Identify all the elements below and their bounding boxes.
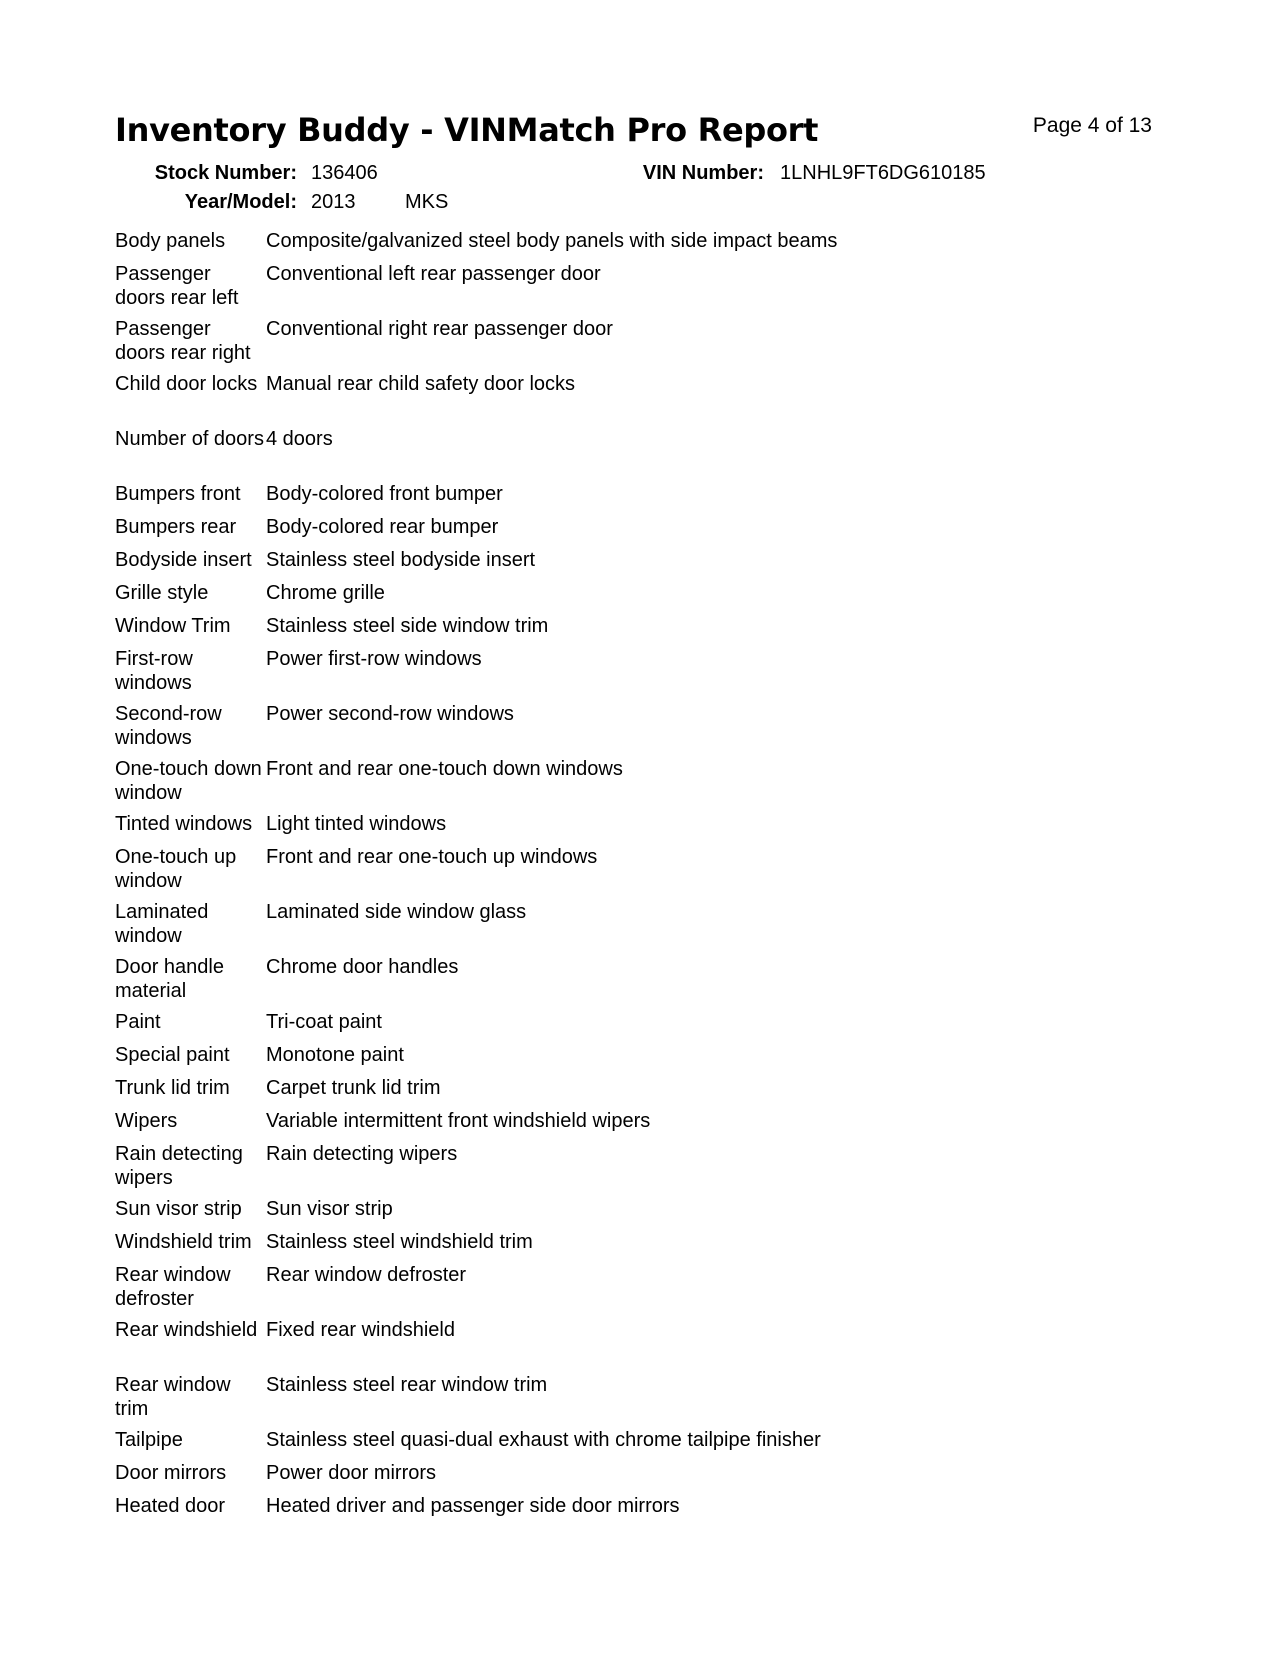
vin-number-label: VIN Number: <box>642 162 764 184</box>
spec-value: Tri-coat paint <box>266 1011 382 1033</box>
spec-value: Stainless steel quasi-dual exhaust with chrome tailpipe finisher <box>266 1429 821 1451</box>
spec-key: Wipers <box>115 1110 178 1132</box>
spec-value: Front and rear one-touch up windows <box>266 846 598 868</box>
spec-value: Body-colored rear bumper <box>266 516 499 538</box>
spec-key: Window Trim <box>115 615 231 637</box>
spec-row <box>115 229 837 262</box>
spec-key: Tailpipe <box>115 1429 183 1451</box>
spec-key: Second-row windows <box>115 703 222 749</box>
spec-row <box>115 372 837 427</box>
spec-row <box>115 1142 837 1197</box>
spec-value: Fixed rear windshield <box>266 1319 455 1341</box>
spec-value: Composite/galvanized steel body panels with side impact beams <box>266 230 838 252</box>
spec-key: Bodyside insert <box>115 549 252 571</box>
year-model-label: Year/Model: <box>184 191 297 213</box>
spec-key: Passenger doors rear left <box>115 263 239 309</box>
spec-row <box>115 581 837 614</box>
spec-value: Conventional right rear passenger door <box>266 318 613 340</box>
spec-row <box>115 482 837 515</box>
spec-row <box>115 1076 837 1109</box>
spec-key: Rear windshield <box>115 1319 258 1341</box>
report-title: Inventory Buddy - VINMatch Pro Report <box>115 111 819 149</box>
spec-value: Chrome door handles <box>266 956 459 978</box>
spec-value: Front and rear one-touch down windows <box>266 758 623 780</box>
spec-value: Carpet trunk lid trim <box>266 1077 441 1099</box>
spec-value: Stainless steel side window trim <box>266 615 549 637</box>
spec-table <box>115 229 837 1527</box>
spec-key: Door mirrors <box>115 1462 227 1484</box>
spec-row <box>115 757 837 812</box>
spec-value: 4 doors <box>266 428 333 450</box>
spec-row <box>115 845 837 900</box>
spec-row <box>115 1230 837 1263</box>
spec-row <box>115 1494 837 1527</box>
spec-row <box>115 1373 837 1428</box>
spec-value: Monotone paint <box>266 1044 404 1066</box>
spec-value: Conventional left rear passenger door <box>266 263 601 285</box>
spec-row <box>115 702 837 757</box>
spec-value: Laminated side window glass <box>266 901 527 923</box>
spec-row <box>115 317 837 372</box>
page-indicator: Page 4 of 13 <box>1032 114 1152 137</box>
spec-value: Power second-row windows <box>266 703 514 725</box>
spec-row <box>115 515 837 548</box>
spec-value: Stainless steel rear window trim <box>266 1374 548 1396</box>
spec-key: Bumpers rear <box>115 516 237 538</box>
spec-key: Special paint <box>115 1044 230 1066</box>
spec-value: Rain detecting wipers <box>266 1143 458 1165</box>
spec-row <box>115 1428 837 1461</box>
stock-number-value: 136406 <box>311 162 378 184</box>
spec-value: Power first-row windows <box>266 648 482 670</box>
spec-value: Body-colored front bumper <box>266 483 503 505</box>
spec-row <box>115 262 837 317</box>
spec-value: Sun visor strip <box>266 1198 393 1220</box>
spec-key: Tinted windows <box>115 813 253 835</box>
spec-row <box>115 427 837 482</box>
stock-number-label: Stock Number: <box>154 162 297 184</box>
spec-value: Power door mirrors <box>266 1462 437 1484</box>
spec-key: One-touch down window <box>115 758 262 804</box>
spec-key: Windshield trim <box>115 1231 252 1253</box>
spec-value: Rear window defroster <box>266 1264 467 1286</box>
spec-key: Body panels <box>115 230 226 252</box>
spec-row <box>115 1461 837 1494</box>
spec-key: Laminated window <box>115 901 209 947</box>
spec-row <box>115 955 837 1010</box>
spec-key: Door handle material <box>115 956 224 1002</box>
spec-key: One-touch up window <box>115 846 237 892</box>
spec-key: Number of doors <box>115 428 264 450</box>
spec-key: Rain detecting wipers <box>115 1143 243 1189</box>
spec-row <box>115 548 837 581</box>
year-value: 2013 <box>311 191 356 213</box>
spec-row <box>115 1010 837 1043</box>
spec-value: Light tinted windows <box>266 813 447 835</box>
model-value: MKS <box>405 191 449 213</box>
spec-key: Rear window defroster <box>115 1264 231 1310</box>
spec-row <box>115 812 837 845</box>
spec-row <box>115 900 837 955</box>
spec-row <box>115 1197 837 1230</box>
spec-key: Trunk lid trim <box>115 1077 230 1099</box>
spec-key: First-row windows <box>115 648 193 694</box>
spec-key: Passenger doors rear right <box>115 318 251 364</box>
spec-row <box>115 1043 837 1076</box>
spec-key: Child door locks <box>115 373 258 395</box>
spec-value: Chrome grille <box>266 582 385 604</box>
spec-value: Variable intermittent front windshield wipers <box>266 1110 651 1132</box>
spec-key: Rear window trim <box>115 1374 231 1420</box>
spec-value: Stainless steel bodyside insert <box>266 549 536 571</box>
spec-key: Bumpers front <box>115 483 241 505</box>
spec-key: Sun visor strip <box>115 1198 242 1220</box>
spec-value: Manual rear child safety door locks <box>266 373 576 395</box>
spec-row <box>115 1263 837 1318</box>
spec-key: Heated door <box>115 1495 226 1517</box>
vin-number-value: 1LNHL9FT6DG610185 <box>780 162 986 184</box>
spec-row <box>115 1109 837 1142</box>
spec-key: Paint <box>115 1011 161 1033</box>
spec-key: Grille style <box>115 582 209 604</box>
spec-row <box>115 614 837 647</box>
spec-row <box>115 647 837 702</box>
spec-value: Heated driver and passenger side door mirrors <box>266 1495 680 1517</box>
spec-value: Stainless steel windshield trim <box>266 1231 533 1253</box>
spec-row <box>115 1318 837 1373</box>
